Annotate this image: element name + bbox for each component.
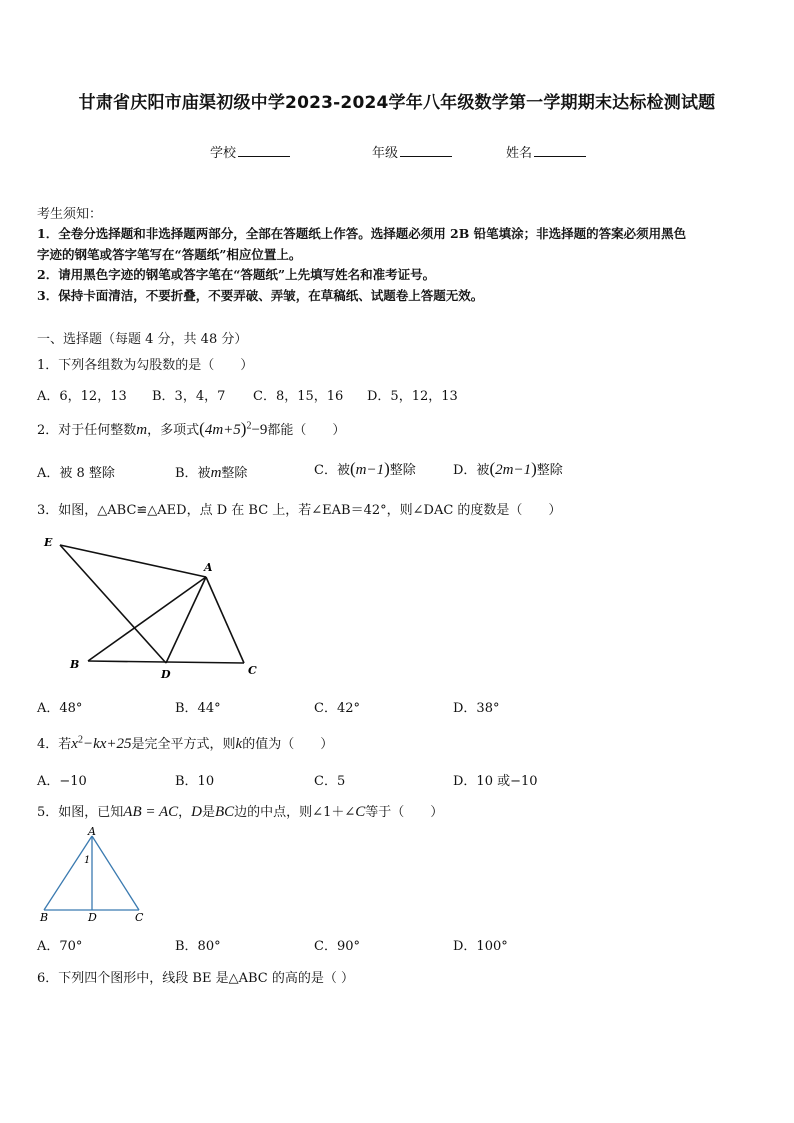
school-label: 学校 <box>210 146 237 161</box>
q2-option-b[interactable]: B．被m整除 <box>175 465 248 481</box>
page-title: 甘肃省庆阳市庙渠初级中学2023-2024学年八年级数学第一学期期末达标检测试题 <box>78 93 716 113</box>
notice-heading: 考生须知： <box>37 207 103 222</box>
q3-option-c[interactable]: C．42° <box>314 701 360 716</box>
q5-label-a: A <box>88 826 96 838</box>
q5-option-d[interactable]: D．100° <box>453 939 508 954</box>
q3-label-d: D <box>161 668 171 681</box>
notice-item-3: 3．保持卡面清洁，不要折叠，不要弄破、弄皱，在草稿纸、试题卷上答题无效。 <box>37 288 484 303</box>
section-heading: 一、选择题（每题 4 分，共 48 分） <box>37 332 248 347</box>
q3-segment-ea <box>60 545 206 577</box>
q4-stem: 4．若$x^2-kx+25$是完全平方式，则k的值为（ ） <box>37 734 334 752</box>
name-field[interactable] <box>506 142 586 161</box>
q1-option-a[interactable]: A．6，12，13 <box>37 389 127 404</box>
q5-isosceles-figure <box>36 826 156 926</box>
q2-option-d[interactable]: D．被(2m−1)整除 <box>453 459 563 478</box>
q3-stem: 3．如图，△ABC≌△AED，点 D 在 BC 上，若∠EAB＝42°，则∠DAC 的度数是（ ） <box>37 503 562 518</box>
q3-label-c: C <box>248 664 257 677</box>
q5-segment-ab <box>44 836 92 910</box>
q3-segment-ed <box>60 545 166 663</box>
name-blank[interactable] <box>534 144 586 157</box>
q4-option-b[interactable]: B．10 <box>175 774 215 789</box>
notice-item-1-cont: 字迹的钢笔或答字笔写在“答题纸”相应位置上。 <box>37 247 302 262</box>
q1-stem: 1．下列各组数为勾股数的是（ ） <box>37 358 254 373</box>
grade-blank[interactable] <box>400 144 452 157</box>
q5-label-b: B <box>40 911 49 924</box>
q3-segment-ac <box>206 577 244 663</box>
q2-option-a[interactable]: A．被 8 整除 <box>37 466 115 481</box>
q3-label-b: B <box>70 658 80 671</box>
school-blank[interactable] <box>238 144 290 157</box>
q5-label-d: D <box>88 911 97 924</box>
q3-option-a[interactable]: A．48° <box>37 701 83 716</box>
q5-option-b[interactable]: B．80° <box>175 939 221 954</box>
q3-label-a: A <box>204 561 213 574</box>
q5-label-angle-1: 1 <box>84 855 91 866</box>
q3-label-e: E <box>44 536 53 549</box>
q2-stem: 2．对于任何整数m，多项式$(4m+5)^2-9$都能（ ） <box>37 419 346 438</box>
q4-option-c[interactable]: C．5 <box>314 774 346 789</box>
notice-item-2: 2．请用黑色字迹的钢笔或答字笔在“答题纸”上先填写姓名和准考证号。 <box>37 267 436 282</box>
q3-triangle-figure <box>38 533 268 683</box>
q3-option-b[interactable]: B．44° <box>175 701 221 716</box>
q5-option-c[interactable]: C．90° <box>314 939 360 954</box>
q2-option-c[interactable]: C．被(m−1)整除 <box>314 459 416 478</box>
q5-stem: 5．如图，已知AB = AC，D是BC边的中点，则∠1＋∠C等于（ ） <box>37 804 444 820</box>
q1-option-d[interactable]: D．5，12，13 <box>367 389 458 404</box>
q1-option-c[interactable]: C．8，15，16 <box>253 389 344 404</box>
q6-stem: 6．下列四个图形中，线段 BE 是△ABC 的高的是（ ） <box>37 971 354 986</box>
grade-label: 年级 <box>372 146 399 161</box>
q5-label-c: C <box>135 911 144 924</box>
q3-segment-ad <box>166 577 206 663</box>
q3-segment-bc <box>88 661 244 663</box>
grade-field[interactable] <box>372 142 452 161</box>
q3-segment-ab <box>88 577 206 661</box>
q5-segment-ac <box>92 836 139 910</box>
q1-option-b[interactable]: B．3，4，7 <box>152 389 226 404</box>
notice-item-1: 1．全卷分选择题和非选择题两部分，全部在答题纸上作答。选择题必须用 2B 铅笔填涂；非选择题的答案必须用黑色 <box>37 226 687 241</box>
name-label: 姓名 <box>506 146 533 161</box>
q4-option-a[interactable]: A．−10 <box>37 774 87 789</box>
q5-option-a[interactable]: A．70° <box>37 939 83 954</box>
school-field[interactable] <box>210 142 290 161</box>
q4-option-d[interactable]: D．10 或−10 <box>453 774 538 789</box>
q3-option-d[interactable]: D．38° <box>453 701 500 716</box>
